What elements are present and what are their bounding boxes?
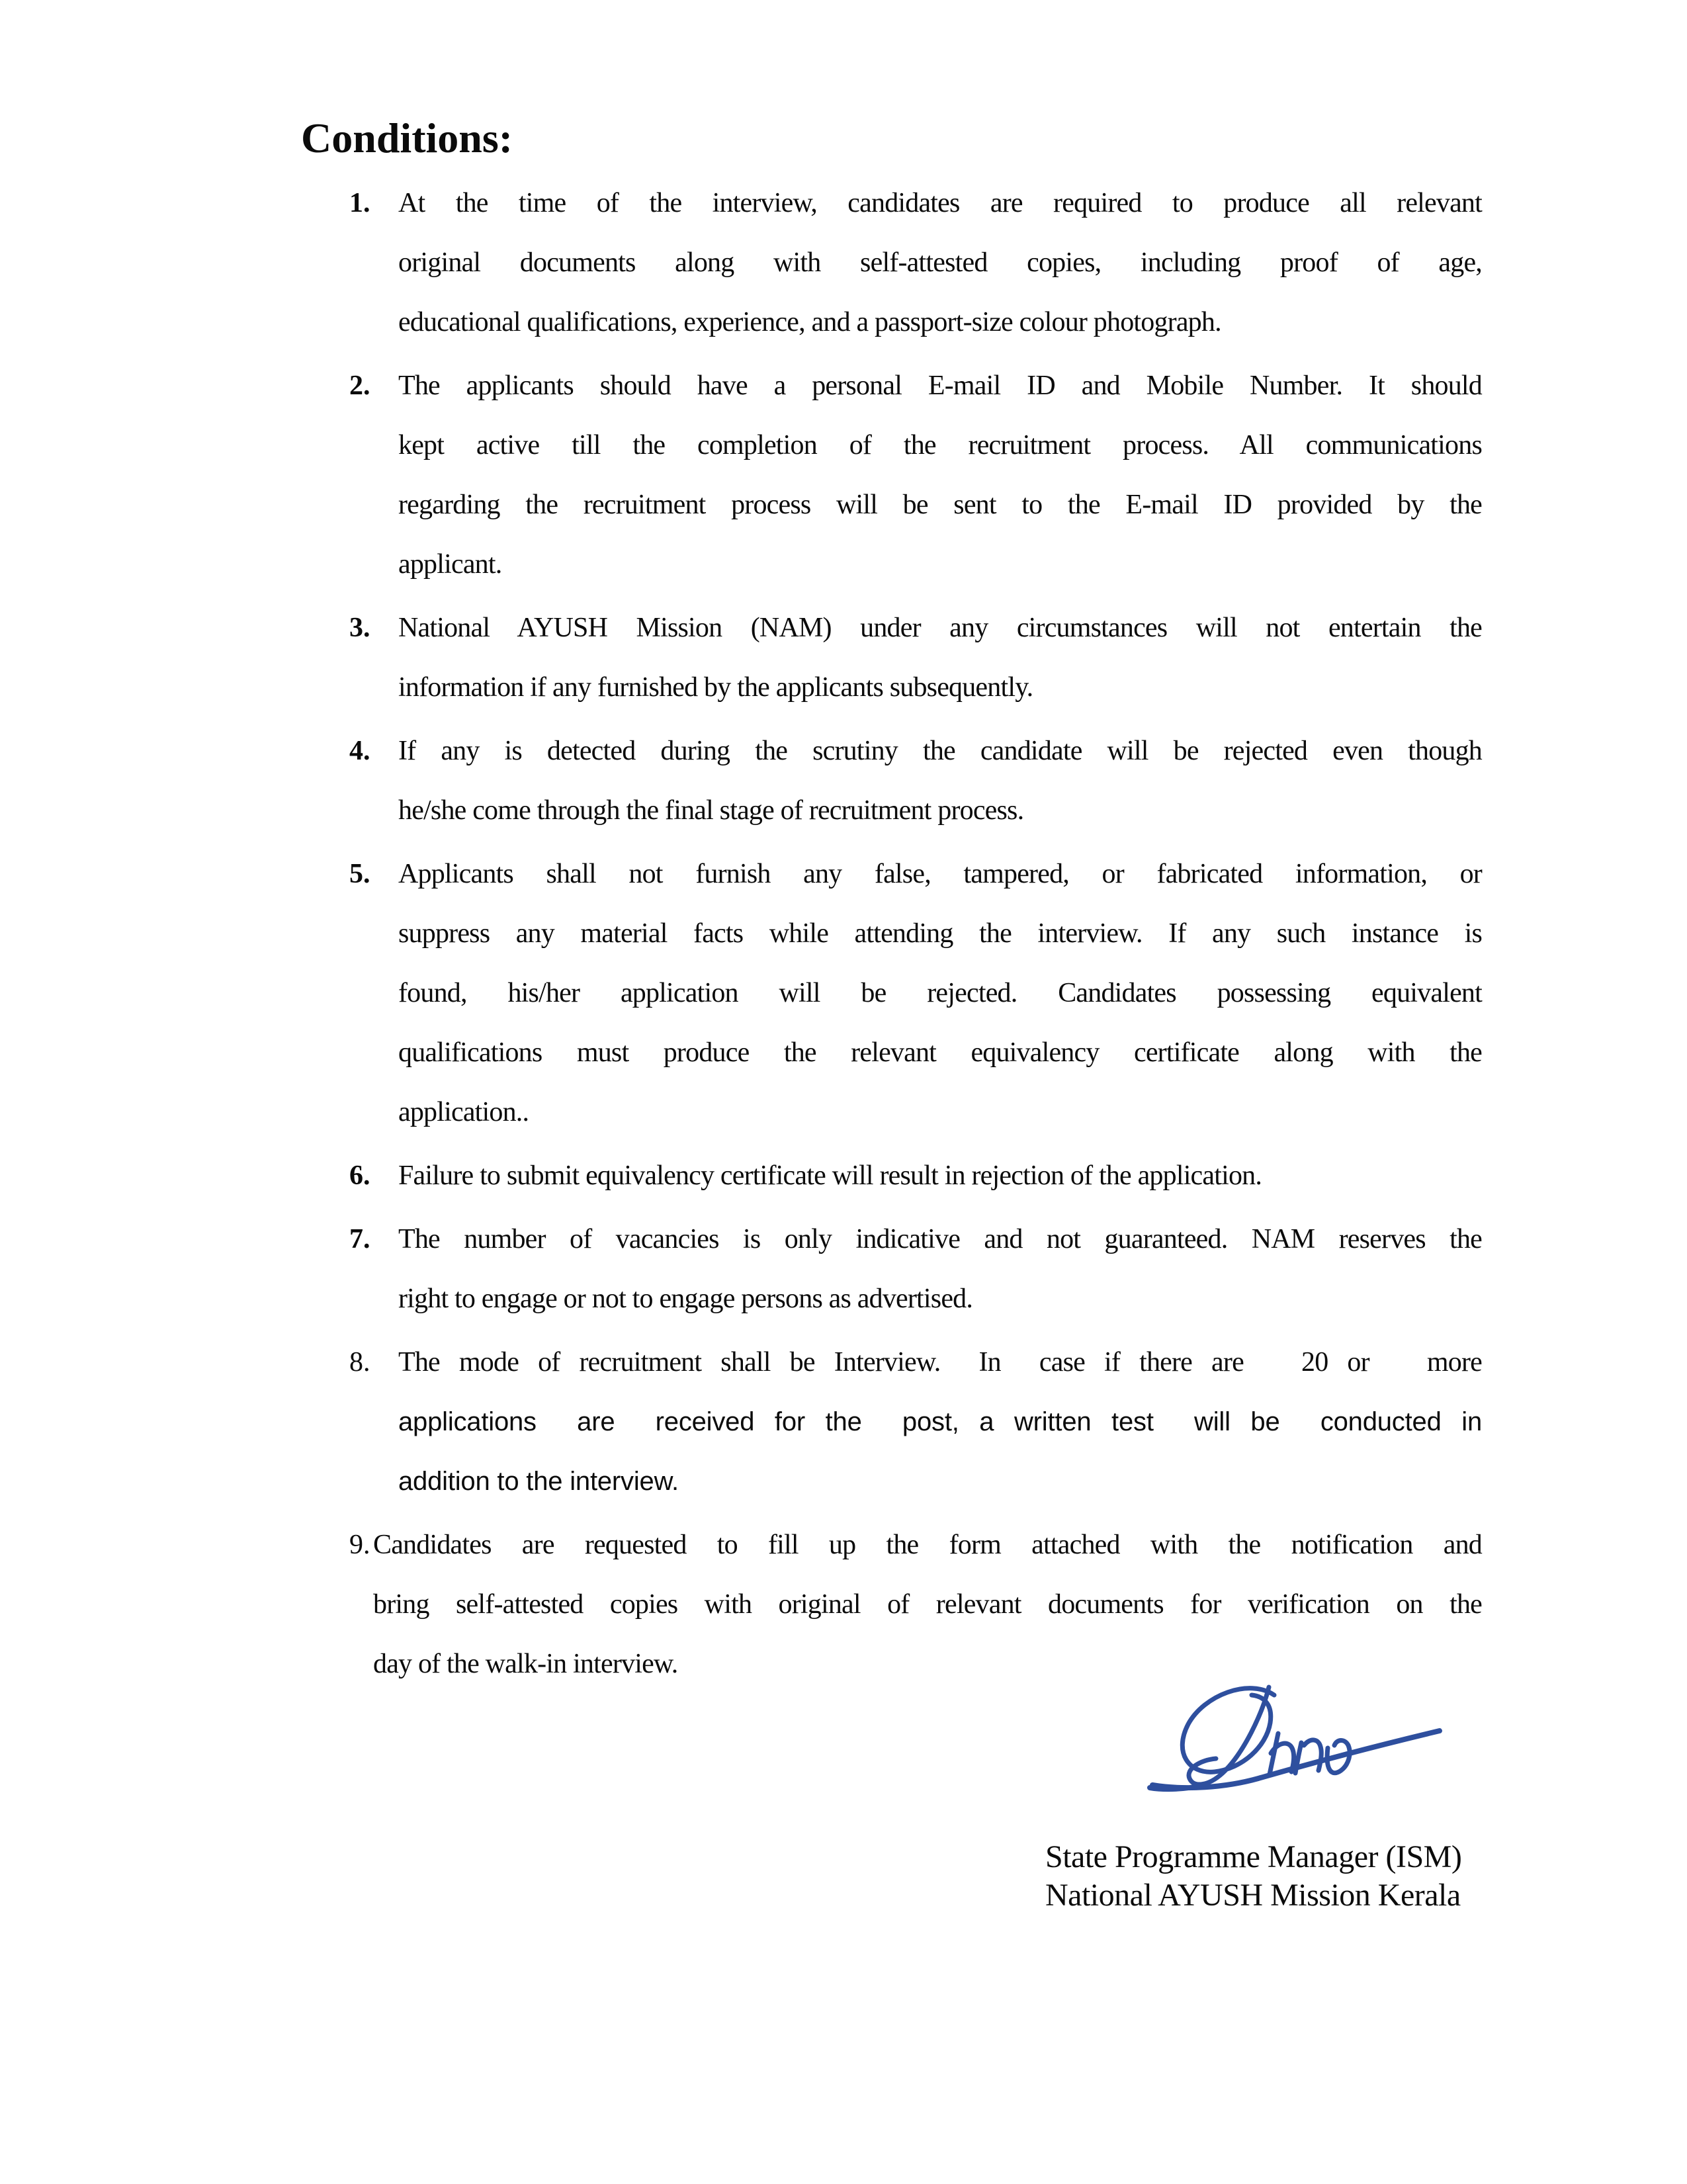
item-number: 4. bbox=[349, 736, 370, 766]
condition-item-7 bbox=[349, 1209, 1482, 1329]
condition-line: right to engage or not to engage persons as advertised. bbox=[398, 1284, 973, 1314]
item-number: 6. bbox=[349, 1160, 370, 1191]
condition-line: found, his/her application will be rejected. Candidates possessing equivalent bbox=[398, 978, 1482, 1008]
condition-line: applicant. bbox=[398, 549, 502, 580]
item-number: 9. bbox=[349, 1530, 370, 1560]
condition-line: Candidates are requested to fill up the form attached with the notification and bbox=[373, 1530, 1482, 1560]
signer-block bbox=[1045, 1838, 1461, 1915]
item-number: 2. bbox=[349, 371, 370, 401]
condition-line: information if any furnished by the applicants subsequently. bbox=[398, 672, 1033, 703]
condition-line: The applicants should have a personal E-mail ID and Mobile Number. It should bbox=[398, 371, 1482, 401]
signature-block bbox=[1145, 1673, 1449, 1805]
condition-line: regarding the recruitment process will be sent to the E-mail ID provided by the bbox=[398, 490, 1482, 520]
condition-line: educational qualifications, experience, and a passport-size colour photograph. bbox=[398, 307, 1221, 337]
condition-line: suppress any material facts while attending the interview. If any such instance is bbox=[398, 918, 1482, 949]
condition-line: Applicants shall not furnish any false, tampered, or fabricated information, or bbox=[398, 859, 1482, 889]
condition-line: he/she come through the final stage of recruitment process. bbox=[398, 795, 1024, 826]
condition-item-1 bbox=[349, 173, 1482, 352]
condition-item-3 bbox=[349, 598, 1482, 717]
item-number: 5. bbox=[349, 859, 370, 889]
condition-item-5 bbox=[349, 844, 1482, 1142]
condition-item-8 bbox=[349, 1332, 1482, 1511]
condition-line: At the time of the interview, candidates are required to produce all relevant bbox=[398, 188, 1482, 218]
section-heading: Conditions: bbox=[301, 114, 513, 161]
conditions-list bbox=[349, 173, 1482, 1698]
condition-line: applications are received for the post, a written test will be conducted in bbox=[398, 1407, 1482, 1436]
condition-line: The number of vacancies is only indicative and not guaranteed. NAM reserves the bbox=[398, 1224, 1482, 1254]
condition-line: qualifications must produce the relevant equivalency certificate along with the bbox=[398, 1037, 1482, 1068]
condition-line: addition to the interview. bbox=[398, 1467, 679, 1496]
condition-item-6 bbox=[349, 1146, 1482, 1205]
condition-line: original documents along with self-attested copies, including proof of age, bbox=[398, 247, 1482, 278]
condition-line: kept active till the completion of the recruitment process. All communications bbox=[398, 430, 1482, 460]
item-number: 1. bbox=[349, 188, 370, 218]
condition-line: The mode of recruitment shall be Interview. In case if there are 20 or more bbox=[398, 1347, 1482, 1377]
signer-title: State Programme Manager (ISM) bbox=[1045, 1839, 1462, 1874]
condition-line: application.. bbox=[398, 1097, 529, 1127]
item-number: 3. bbox=[349, 613, 370, 643]
signature-loop-stroke bbox=[1182, 1688, 1274, 1772]
condition-line: bring self-attested copies with original of relevant documents for verification on the bbox=[373, 1589, 1482, 1620]
condition-item-9 bbox=[349, 1515, 1482, 1694]
condition-item-2 bbox=[349, 356, 1482, 594]
condition-line: Failure to submit equivalency certificate will result in rejection of the application. bbox=[398, 1160, 1262, 1191]
signer-organization: National AYUSH Mission Kerala bbox=[1045, 1878, 1461, 1913]
signature-ink bbox=[1145, 1673, 1449, 1805]
condition-line: National AYUSH Mission (NAM) under any circumstances will not entertain the bbox=[398, 613, 1482, 643]
item-number: 7. bbox=[349, 1224, 370, 1254]
condition-line: If any is detected during the scrutiny the candidate will be rejected even though bbox=[398, 736, 1482, 766]
condition-line: day of the walk-in interview. bbox=[373, 1649, 678, 1679]
item-number: 8. bbox=[349, 1347, 370, 1377]
condition-item-4 bbox=[349, 721, 1482, 840]
